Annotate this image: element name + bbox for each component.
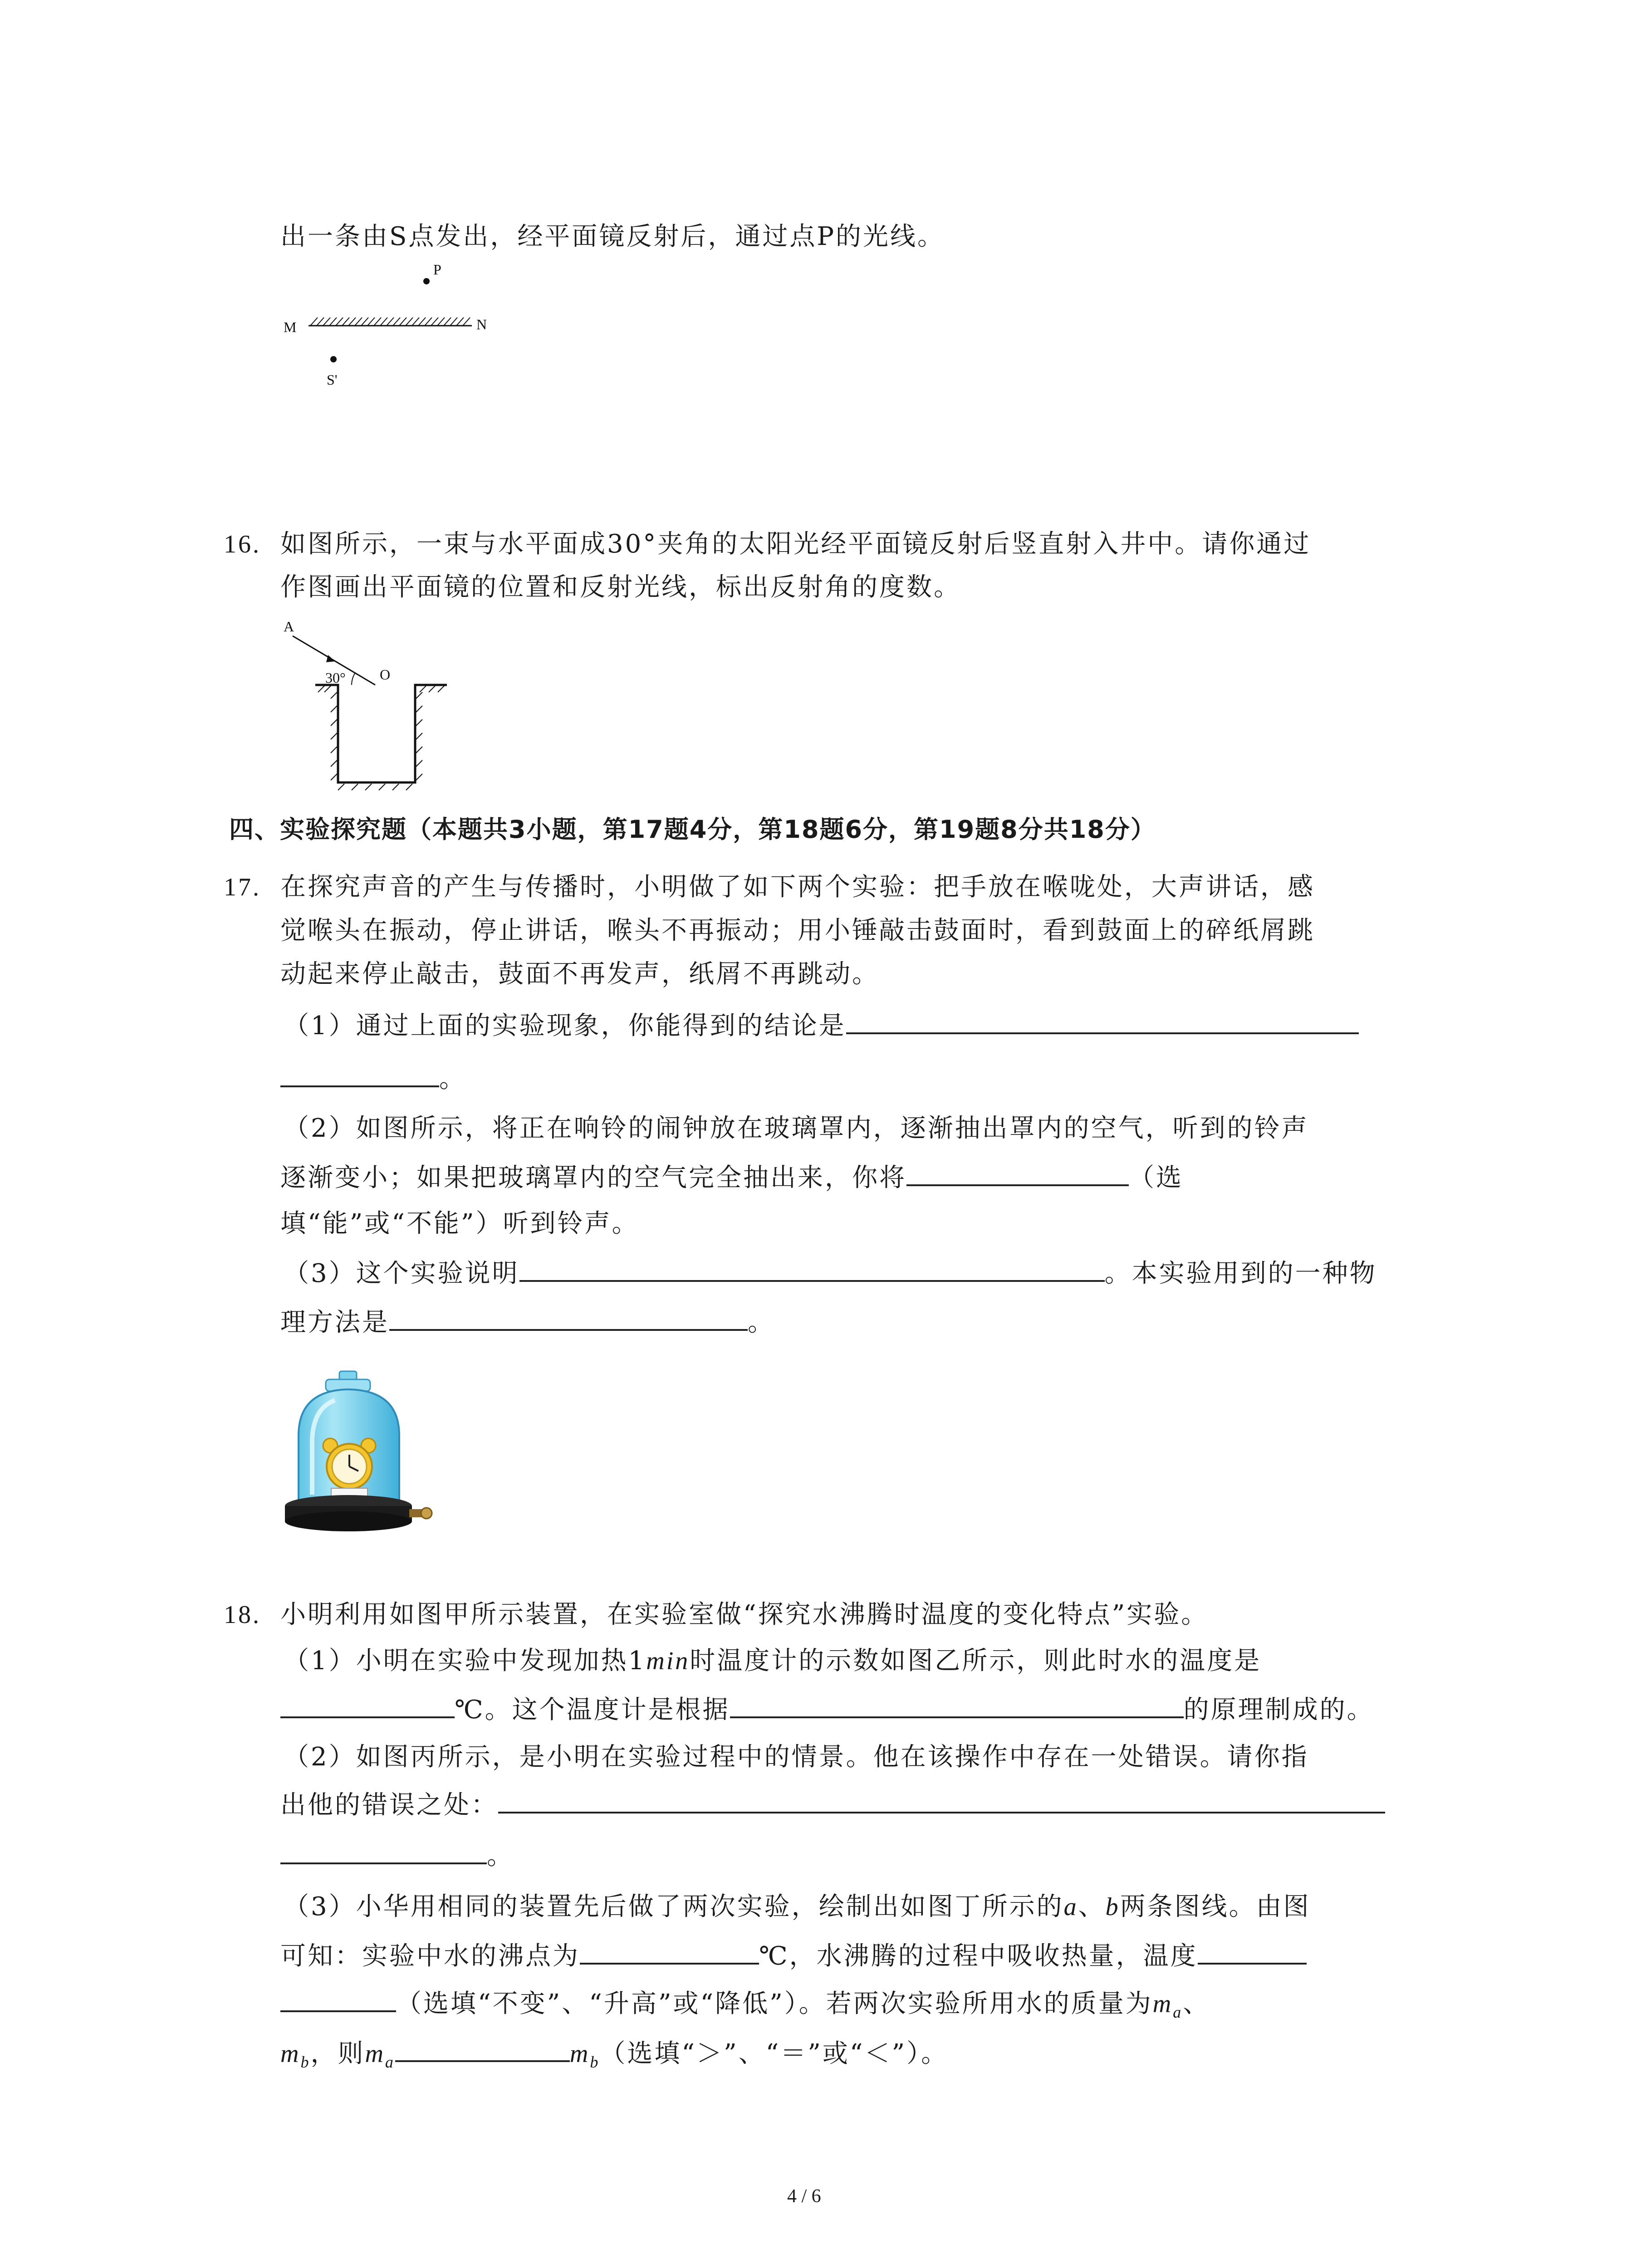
q17-number: 17. — [224, 873, 261, 901]
mirror-figure-p-s — [277, 254, 513, 390]
well-figure — [274, 612, 465, 794]
q18-answer-blank-3b[interactable] — [1198, 1937, 1307, 1965]
angle-arc — [352, 673, 355, 685]
q16-number: 16. — [224, 530, 261, 558]
label-n: N — [476, 316, 487, 332]
q17-line2: 觉喉头在振动，停止讲话，喉头不再振动；用小锤敲击鼓面时，看到鼓面上的碎纸屑跳 — [280, 916, 1315, 945]
q17-answer-blank-1b[interactable] — [280, 1060, 439, 1087]
label-a: A — [284, 618, 294, 635]
q17-answer-blank-3b[interactable] — [389, 1304, 748, 1331]
mirror-hatching — [310, 318, 470, 326]
q17-part2-line2: 逐渐变小；如果把玻璃罩内的空气完全抽出来，你将 （选 — [280, 1154, 1183, 1202]
point-s — [330, 356, 337, 362]
well-outline — [315, 685, 447, 782]
q17-part2-line1: （2）如图所示，将正在响铃的闹钟放在玻璃罩内，逐渐抽出罩内的空气，听到的铃声 — [284, 1114, 1309, 1143]
q17-part1-line2: 。 — [280, 1056, 466, 1103]
page-number: 4 / 6 — [787, 2186, 821, 2207]
q17-part3-line1: （3）这个实验说明 。本实验用到的一种物 — [284, 1250, 1377, 1297]
q18-part2-line3: 。 — [280, 1833, 514, 1880]
point-p — [423, 278, 430, 284]
q15-fragment-line: 出一条由S点发出，经平面镜反射后，通过点P的光线。 — [280, 222, 945, 251]
q18-answer-blank-3d[interactable] — [395, 2035, 570, 2062]
q18-part3-line1: （3）小华用相同的装置先后做了两次实验，绘制出如图丁所示的a、b两条图线。由图 — [284, 1892, 1311, 1921]
q16-line2: 作图画出平面镜的位置和反射光线，标出反射角的度数。 — [280, 572, 961, 602]
q18-part3-line2: 可知：实验中水的沸点为 ℃，水沸腾的过程中吸收热量，温度 — [280, 1933, 1307, 1980]
q18-answer-blank-2a[interactable] — [498, 1786, 1385, 1813]
q17-answer-blank-2[interactable] — [906, 1159, 1129, 1186]
label-m: M — [284, 319, 297, 335]
q18-part2-line2: 出他的错误之处： — [280, 1782, 1385, 1829]
q18-part3-line4: $m_b$，则$m_a$ $m_b$（选填“＞”、“＝”或“＜”）。 — [280, 2030, 948, 2086]
q17-answer-blank-1a[interactable] — [846, 1007, 1359, 1034]
q18-part1-line2: ℃。这个温度计是根据 的原理制成的。 — [280, 1686, 1374, 1734]
section4-title: 四、实验探究题（本题共3小题，第17题4分，第18题6分，第19题8分共18分） — [229, 815, 1156, 844]
q18-part2-line1: （2）如图丙所示，是小明在实验过程中的情景。他在该操作中存在一处错误。请你指 — [284, 1742, 1309, 1772]
q18-answer-blank-2b[interactable] — [280, 1837, 487, 1864]
q18-part3-line3: （选填“不变”、“升高”或“降低”）。若两次实验所用水的质量为$m_a$、 — [280, 1980, 1210, 2036]
q18-answer-blank-3a[interactable] — [580, 1937, 759, 1965]
label-s: S' — [327, 371, 338, 388]
q18-answer-blank-3c[interactable] — [280, 1985, 396, 2012]
q17-part3-line2: 理方法是 。 — [280, 1299, 775, 1346]
q17-answer-blank-3a[interactable] — [519, 1255, 1105, 1282]
q18-answer-blank-1b[interactable] — [730, 1691, 1184, 1718]
q18-line1: 小明利用如图甲所示装置，在实验室做“探究水沸腾时温度的变化特点”实验。 — [280, 1600, 1209, 1629]
q16-line1: 如图所示，一束与水平面成30°夹角的太阳光经平面镜反射后竖直射入井中。请你通过 — [280, 529, 1311, 559]
q17-part1-line1: （1）通过上面的实验现象，你能得到的结论是 — [284, 1002, 1359, 1050]
label-angle: 30° — [325, 670, 346, 686]
label-o: O — [380, 666, 391, 683]
bell-jar-alarm-clock-image — [280, 1368, 437, 1542]
q17-line3: 动起来停止敲击，鼓面不再发声，纸屑不再跳动。 — [280, 959, 879, 989]
q18-answer-blank-1a[interactable] — [280, 1691, 455, 1718]
q18-part1-line1: （1）小明在实验中发现加热1min时温度计的示数如图乙所示，则此时水的温度是 — [284, 1646, 1262, 1676]
q18-number: 18. — [224, 1601, 261, 1629]
q17-line1: 在探究声音的产生与传播时，小明做了如下两个实验：把手放在喉咙处，大声讲话，感 — [280, 872, 1315, 902]
q17-part2-line3: 填“能”或“不能”）听到铃声。 — [280, 1209, 639, 1238]
label-p: P — [433, 261, 441, 278]
